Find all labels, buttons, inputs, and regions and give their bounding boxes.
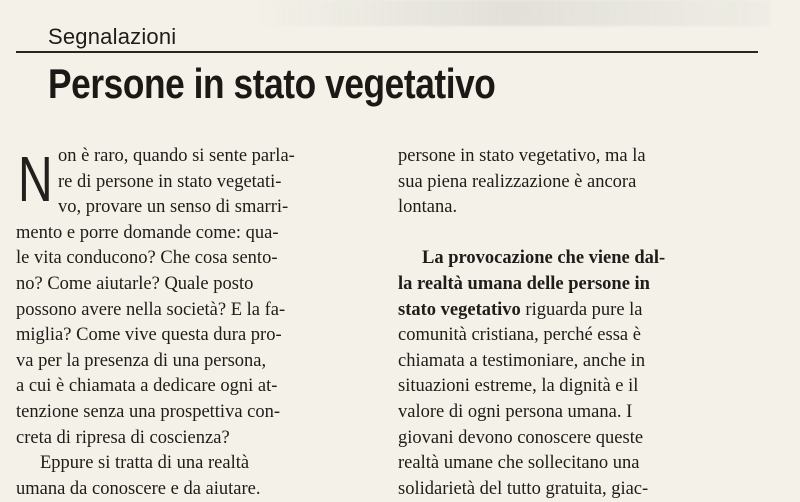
section-label: Segnalazioni <box>48 24 177 49</box>
text-line: vo, provare un senso di smarri- <box>58 197 289 218</box>
text-line: solidarietà del tutto gratuita, giac- <box>398 478 649 499</box>
text-line: miglia? Come vive questa dura pro- <box>16 325 282 346</box>
text-line: on è raro, quando si sente parla- <box>58 146 295 166</box>
text-line: creta di ripresa di coscienza? <box>16 427 230 448</box>
bold-line: la realtà umana delle persone in <box>398 273 650 294</box>
text-line: lontana. <box>398 197 458 218</box>
text-line: possono avere nella società? E la fa- <box>16 299 286 320</box>
text-line: tenzione senza una prospettiva con- <box>16 401 281 422</box>
text-line: a cui è chiamata a dedicare ogni at- <box>16 376 278 397</box>
mixed-line <box>398 298 778 324</box>
drop-cap: N <box>18 143 53 215</box>
left-column <box>16 144 380 502</box>
background-bleed <box>250 0 770 26</box>
text-line: sua piena realizzazione è ancora <box>398 171 637 192</box>
text-line: va per la presenza di una persona, <box>16 350 267 371</box>
text-line: mento e porre domande come: qua- <box>16 222 279 243</box>
text-line: comunità cristiana, perché essa è <box>398 325 641 346</box>
spacer <box>398 221 778 247</box>
text-line: re di persone in stato vegetati- <box>58 171 282 192</box>
bold-run: stato vegetativo <box>398 299 521 320</box>
bold-line: La provocazione che viene dal- <box>422 248 666 269</box>
text-line: valore di ogni persona umana. I <box>398 401 633 422</box>
text-line: umana da conoscere e da aiutare. <box>16 478 261 499</box>
text-run: riguarda pure la <box>520 299 643 320</box>
text-line: no? Come aiutarle? Quale posto <box>16 273 254 294</box>
text-line: persone in stato vegetativo, ma la <box>398 146 646 166</box>
text-line: situazioni estreme, la dignità e il <box>398 376 639 397</box>
text-line: Eppure si tratta di una realtà <box>40 453 250 474</box>
text-line: giovani devono conoscere queste <box>398 427 644 448</box>
text-line: le vita conducono? Che cosa sento- <box>16 248 278 269</box>
text-line: realtà umane che sollecitano una <box>398 453 640 474</box>
article-headline: Persone in stato vegetativo <box>48 60 496 107</box>
header-rule <box>16 51 758 53</box>
right-column <box>398 144 778 502</box>
text-line: chiamata a testimoniare, anche in <box>398 350 646 371</box>
